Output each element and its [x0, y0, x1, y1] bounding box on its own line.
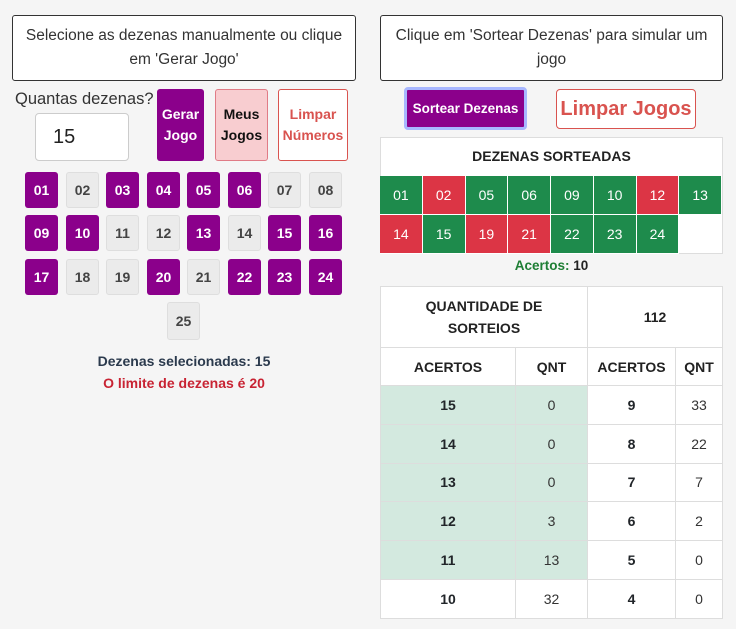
quantity-input[interactable]: 15 — [35, 113, 129, 161]
number-button[interactable]: 15 — [268, 215, 301, 251]
hits-count-cell: 14 — [381, 424, 516, 463]
quantity-cell: 0 — [676, 541, 723, 580]
drawn-number-miss: 19 — [466, 215, 509, 254]
hits-value: 10 — [573, 258, 589, 273]
quantity-cell: 0 — [676, 579, 723, 618]
hits-count-cell: 5 — [588, 541, 676, 580]
drawn-number-miss: 02 — [423, 176, 466, 215]
clear-numbers-label-2: Números — [282, 127, 344, 143]
number-button[interactable]: 17 — [25, 259, 58, 295]
number-button[interactable]: 20 — [147, 259, 180, 295]
number-button[interactable]: 21 — [187, 259, 220, 295]
number-button[interactable]: 01 — [25, 172, 58, 208]
quantity-cell: 22 — [676, 424, 723, 463]
statistics-table — [380, 286, 723, 619]
drawn-number-hit: 13 — [679, 176, 722, 215]
number-button[interactable]: 11 — [106, 215, 139, 251]
clear-games-button[interactable]: Limpar Jogos — [556, 89, 696, 129]
quantity-cell: 33 — [676, 386, 723, 425]
statistics-row — [381, 541, 723, 580]
drawn-number-hit: 01 — [380, 176, 423, 215]
my-games-label-2: Jogos — [220, 127, 263, 143]
quantity-cell: 13 — [516, 541, 588, 580]
right-instructions-text: Clique em 'Sortear Dezenas' para simular um jogo — [395, 27, 708, 68]
hits-count-cell: 15 — [381, 386, 516, 425]
drawn-number-hit: 06 — [508, 176, 551, 215]
drawn-number-hit: 23 — [594, 215, 637, 254]
number-button[interactable]: 04 — [147, 172, 180, 208]
hits-count-cell: 13 — [381, 463, 516, 502]
quantity-cell: 7 — [676, 463, 723, 502]
left-instructions-text: Selecione as dezenas manualmente ou clique em 'Gerar Jogo' — [25, 27, 343, 68]
number-button[interactable]: 08 — [309, 172, 342, 208]
drawn-number-miss: 12 — [637, 176, 680, 215]
hits-count-cell: 8 — [588, 424, 676, 463]
number-button[interactable]: 10 — [66, 215, 99, 251]
left-instructions-box — [12, 15, 356, 81]
generate-game-label-1: Gerar — [161, 106, 200, 122]
col-header-qnt: QNT — [676, 348, 723, 386]
drawn-number-hit: 15 — [423, 215, 466, 254]
statistics-body — [381, 386, 723, 619]
number-button[interactable]: 05 — [187, 172, 220, 208]
number-button[interactable]: 02 — [66, 172, 99, 208]
statistics-row — [381, 424, 723, 463]
statistics-row — [381, 386, 723, 425]
hits-count-cell: 6 — [588, 502, 676, 541]
drawn-number-hit: 22 — [551, 215, 594, 254]
hits-count-cell: 10 — [381, 579, 516, 618]
quantity-cell: 3 — [516, 502, 588, 541]
hits-count-cell: 4 — [588, 579, 676, 618]
col-header-qnt: QNT — [516, 348, 588, 386]
col-header-acertos: ACERTOS — [588, 348, 676, 386]
number-button[interactable]: 09 — [25, 215, 58, 251]
generate-game-button[interactable] — [157, 89, 204, 161]
number-button[interactable]: 19 — [106, 259, 139, 295]
statistics-row — [381, 579, 723, 618]
number-button[interactable]: 13 — [187, 215, 220, 251]
number-button[interactable]: 22 — [228, 259, 261, 295]
hits-count-cell: 11 — [381, 541, 516, 580]
number-button[interactable]: 03 — [106, 172, 139, 208]
hits-count-cell: 12 — [381, 502, 516, 541]
statistics-row — [381, 463, 723, 502]
limit-warning-text: O limite de dezenas é 20 — [103, 375, 265, 391]
clear-numbers-button[interactable] — [278, 89, 348, 161]
quantity-cell: 32 — [516, 579, 588, 618]
drawn-number-miss: 14 — [380, 215, 423, 254]
draw-numbers-button[interactable]: Sortear Dezenas — [404, 87, 527, 130]
statistics-row — [381, 502, 723, 541]
number-button[interactable]: 07 — [268, 172, 301, 208]
number-button[interactable]: 12 — [147, 215, 180, 251]
clear-numbers-label-1: Limpar — [289, 106, 337, 122]
number-button[interactable]: 16 — [309, 215, 342, 251]
number-button[interactable]: 06 — [228, 172, 261, 208]
hits-count-cell: 9 — [588, 386, 676, 425]
drawn-number-hit: 24 — [637, 215, 680, 254]
drawn-number-hit: 10 — [594, 176, 637, 215]
number-button[interactable]: 24 — [309, 259, 342, 295]
drawn-number-hit: 05 — [466, 176, 509, 215]
number-button[interactable]: 14 — [228, 215, 261, 251]
my-games-button[interactable] — [215, 89, 268, 161]
number-button[interactable]: 25 — [167, 302, 200, 340]
right-instructions-box — [380, 15, 723, 81]
hits-count-cell: 7 — [588, 463, 676, 502]
quantity-cell: 2 — [676, 502, 723, 541]
quantity-label: Quantas dezenas? — [15, 90, 154, 108]
quantity-cell: 0 — [516, 386, 588, 425]
hits-line — [380, 258, 723, 273]
draw-quantity-label: QUANTIDADE DE SORTEIOS — [381, 287, 588, 348]
generate-game-label-2: Jogo — [163, 127, 198, 143]
my-games-label-1: Meus — [223, 106, 260, 122]
draw-quantity-value: 112 — [588, 287, 723, 348]
number-button[interactable]: 18 — [66, 259, 99, 295]
col-header-acertos: ACERTOS — [381, 348, 516, 386]
quantity-cell: 0 — [516, 424, 588, 463]
drawn-number-miss: 21 — [508, 215, 551, 254]
quantity-cell: 0 — [516, 463, 588, 502]
drawn-numbers-title: DEZENAS SORTEADAS — [472, 148, 631, 164]
selected-count-text: Dezenas selecionadas: 15 — [97, 353, 271, 369]
drawn-number-hit: 09 — [551, 176, 594, 215]
number-button[interactable]: 23 — [268, 259, 301, 295]
hits-label: Acertos: — [514, 258, 570, 273]
